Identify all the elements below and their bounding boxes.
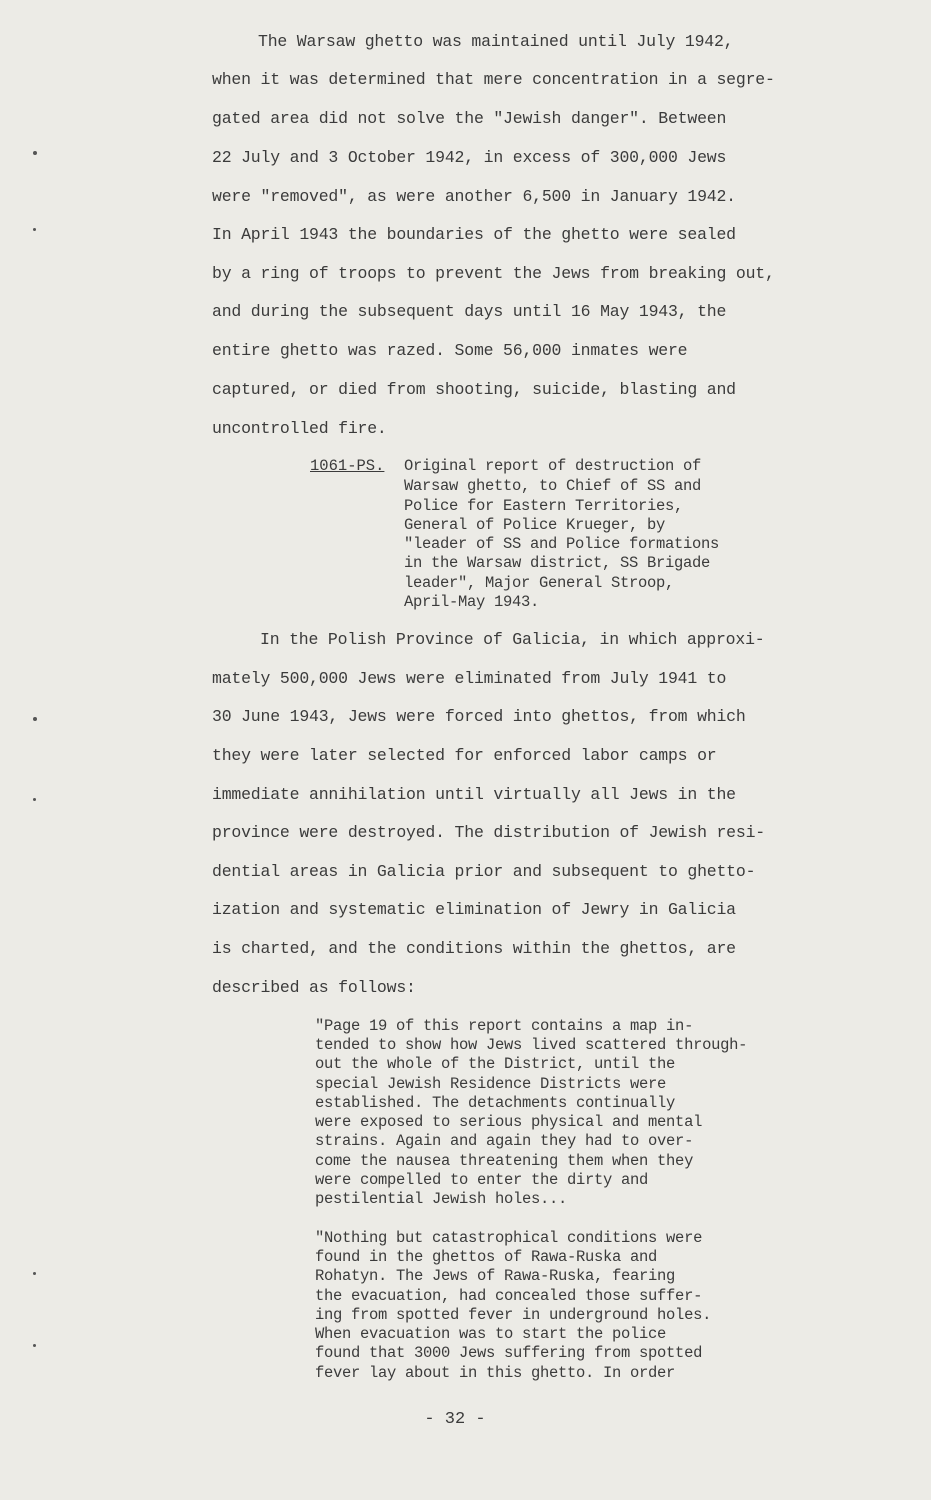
reference-line: "leader of SS and Police formations — [404, 535, 720, 553]
quote-line: were exposed to serious physical and mental — [315, 1113, 703, 1131]
text-line: mately 500,000 Jews were eliminated from July 1941 to — [212, 669, 727, 688]
reference-line: leader", Major General Stroop, — [404, 574, 675, 592]
text-line: uncontrolled fire. — [212, 419, 387, 438]
text-line: The Warsaw ghetto was maintained until July 1942, — [258, 32, 734, 51]
reference-code: 1061-PS. — [310, 457, 385, 475]
scan-speck — [33, 798, 36, 801]
quote-line: "Page 19 of this report contains a map in- — [315, 1017, 694, 1035]
text-line: by a ring of troops to prevent the Jews from breaking out, — [212, 264, 775, 283]
quote-line: "Nothing but catastrophical conditions were — [315, 1229, 703, 1247]
text-line: described as follows: — [212, 978, 416, 997]
scan-speck — [33, 717, 37, 721]
reference-line: Police for Eastern Territories, — [404, 497, 684, 515]
page-number: - 32 - — [424, 1410, 486, 1429]
text-line: is charted, and the conditions within the ghettos, are — [212, 939, 736, 958]
text-line: gated area did not solve the "Jewish danger". Between — [212, 109, 727, 128]
quote-line: strains. Again and again they had to over- — [315, 1132, 694, 1150]
text-line: province were destroyed. The distribution of Jewish resi- — [212, 823, 765, 842]
quote-line: out the whole of the District, until the — [315, 1055, 676, 1073]
quote-line: established. The detachments continually — [315, 1094, 676, 1112]
quote-line: Rohatyn. The Jews of Rawa-Ruska, fearing — [315, 1267, 676, 1285]
quote-line: ing from spotted fever in underground holes. — [315, 1306, 712, 1324]
reference-line: in the Warsaw district, SS Brigade — [404, 554, 711, 572]
text-line: they were later selected for enforced labor camps or — [212, 746, 717, 765]
quote-line: were compelled to enter the dirty and — [315, 1171, 649, 1189]
text-line: 22 July and 3 October 1942, in excess of 300,000 Jews — [212, 148, 727, 167]
text-line: immediate annihilation until virtually all Jews in the — [212, 785, 736, 804]
quote-line: When evacuation was to start the police — [315, 1325, 667, 1343]
reference-line: General of Police Krueger, by — [404, 516, 666, 534]
quote-line: tended to show how Jews lived scattered through- — [315, 1036, 748, 1054]
text-line: captured, or died from shooting, suicide, blasting and — [212, 380, 736, 399]
quote-line: pestilential Jewish holes... — [315, 1190, 568, 1208]
quote-line: the evacuation, had concealed those suffer- — [315, 1287, 703, 1305]
reference-line: April-May 1943. — [404, 593, 540, 611]
quote-line: special Jewish Residence Districts were — [315, 1075, 667, 1093]
quote-line: come the nausea threatening them when they — [315, 1152, 694, 1170]
text-line: were "removed", as were another 6,500 in January 1942. — [212, 187, 736, 206]
quote-line: found in the ghettos of Rawa-Ruska and — [315, 1248, 658, 1266]
scan-speck — [33, 228, 36, 231]
text-line: when it was determined that mere concentration in a segre- — [212, 70, 775, 89]
text-line: ization and systematic elimination of Jewry in Galicia — [212, 900, 736, 919]
scan-speck — [33, 1344, 36, 1347]
text-line: 30 June 1943, Jews were forced into ghettos, from which — [212, 707, 746, 726]
text-line: In the Polish Province of Galicia, in which approxi- — [260, 630, 765, 649]
text-line: entire ghetto was razed. Some 56,000 inmates were — [212, 341, 688, 360]
text-line: In April 1943 the boundaries of the ghetto were sealed — [212, 225, 736, 244]
reference-line: Original report of destruction of — [404, 457, 702, 475]
scan-speck — [33, 151, 37, 155]
quote-line: fever lay about in this ghetto. In order — [315, 1364, 676, 1382]
text-line: dential areas in Galicia prior and subsequent to ghetto- — [212, 862, 756, 881]
reference-line: Warsaw ghetto, to Chief of SS and — [404, 477, 702, 495]
text-line: and during the subsequent days until 16 May 1943, the — [212, 302, 727, 321]
scan-speck — [33, 1272, 36, 1275]
quote-line: found that 3000 Jews suffering from spotted — [315, 1344, 703, 1362]
